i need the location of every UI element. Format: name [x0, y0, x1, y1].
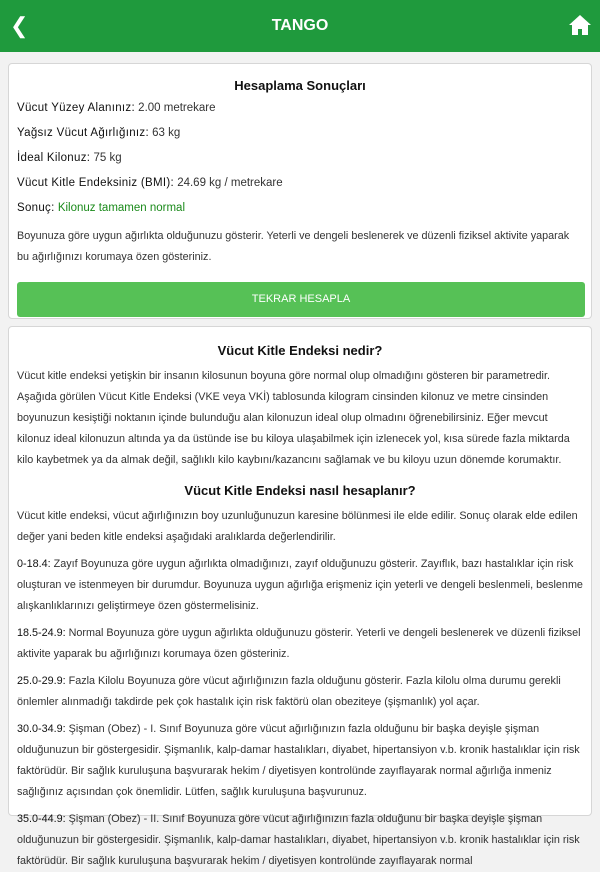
result-row-bmi: [17, 176, 583, 190]
range-label: 0-18.4:: [17, 558, 51, 570]
info-card: [8, 326, 592, 867]
bmi-range-item: [17, 554, 583, 617]
chevron-left-icon[interactable]: ❮: [10, 13, 29, 38]
range-text: Zayıf Boyunuza göre uygun ağırlıkta olmadığınızı, zayıf olduğunuzu gösterir. Zayıflık, bazı hastalıklar için risk oluşturan ve istenmeyen bir durumdur. Boyunuza uygun ağırlığa erişmeniz için yeterli ve dengeli beslenmeli, beslenme alışkanlıklarınızı geliştirmeye özen göstermelisiniz.: [17, 558, 583, 612]
info-paragraph-how: Vücut kitle endeksi, vücut ağırlığınızın boy uzunluğunuzun karesine bölünmesi ile elde edilir. Sonuç olarak elde edilen değer yani beden kitle endeksi aşağıdaki aralıklarda değerlendirilir.: [17, 510, 578, 543]
bmi-range-item: [17, 719, 583, 803]
results-card: [8, 63, 592, 319]
result-row-bsa: [17, 101, 583, 115]
range-text: Şişman (Obez) - II. Sınıf Boyunuza göre vücut ağırlığınızın fazla olduğunu bir başka deyişle şişman olduğunuzun bir göstergesidir. Şişmanlık, kalp-damar hastalıkları, diyabet, hipertansiyon v.b. kronik hastalıklar için risk faktörüdür. Bir sağlık kuruluşuna başvurarak hekim / diyetisyen kontrolünde zayıflayarak normal: [17, 813, 580, 867]
result-row-outcome: [17, 201, 583, 215]
range-label: 30.0-34.9:: [17, 723, 66, 735]
app-title: TANGO: [271, 17, 329, 34]
home-icon[interactable]: [568, 14, 592, 36]
result-description: Boyunuza göre uygun ağırlıkta olduğunuzu gösterir. Yeterli ve dengeli beslenerek ve düzenli fiziksel aktivite yaparak bu ağırlığınızı korumaya özen gösteriniz.: [17, 230, 570, 263]
row-label: Vücut Kitle Endeksiniz (BMI):: [17, 177, 174, 189]
row-label: Vücut Yüzey Alanınız:: [17, 102, 135, 114]
row-label: Yağsız Vücut Ağırlığınız:: [17, 127, 149, 139]
row-label: İdeal Kilonuz:: [17, 152, 91, 164]
range-text: Fazla Kilolu Boyunuza göre vücut ağırlığınızın fazla olduğunu gösterir. Fazla kilolu olma durumu gerekli önlemler alınmadığı takdirde pek çok hastalık için risk faktörü olan obeziteye (şişmanlık) yol açar.: [17, 675, 561, 708]
range-text: Şişman (Obez) - I. Sınıf Boyunuza göre vücut ağırlığınızın fazla olduğunu bir başka deyişle şişman olduğunuzun bir göstergesidir. Şişmanlık, kalp-damar hastalıkları, diyabet, hipertansiyon v.b. kronik hastalıklar için risk faktörüdür. Bir sağlık kuruluşuna başvurarak hekim / diyetisyen kontrolünde zayıflayarak normal ağırlığa inmeniz sağlığınız açısından çok önemlidir. Lütfen, sağlık kuruluşuna başvurunuz.: [17, 723, 580, 798]
result-row-lbm: [17, 126, 583, 140]
range-label: 35.0-44.9:: [17, 813, 66, 825]
row-value: 24.69 kg / metrekare: [177, 177, 283, 189]
bmi-range-item: [17, 809, 583, 872]
bmi-range-item: [17, 671, 583, 713]
app-header: [0, 0, 600, 52]
info-paragraph-what: Vücut kitle endeksi yetişkin bir insanın kilosunun boyuna göre normal olup olmadığını gösteren bir parametredir. Aşağıda görülen Vücut Kitle Endeksi (VKE veya VKİ) tablosunda kilogram cinsinden kilonuz ve metre cinsinden boyunuzun kesiştiği noktanın içinde bulunduğu alan kilonuzun ideal olup olmadını öğrenebilirsiniz. Eğer mevcut kilonuz ideal kilonuzun altında ya da üstünde ise bu kiloya ulaşabilmek için izlenecek yol, kısa sürede fazla miktarda kilo kaybetmek ya da almak değil, sağlıklı kilo kaybını/kazancını sağlamak ve bu kiloyu uzun dönemde korumaktır.: [17, 370, 570, 466]
bmi-range-item: [17, 623, 583, 665]
range-label: 18.5-24.9:: [17, 627, 66, 639]
info-title-how: Vücut Kitle Endeksi nasıl hesaplanır?: [184, 483, 416, 498]
range-text: Normal Boyunuza göre uygun ağırlıkta olduğunuzu gösterir. Yeterli ve dengeli beslenerek ve düzenli fiziksel aktivite yaparak bu ağırlığınızı korumaya özen gösteriniz.: [17, 627, 581, 660]
row-value: 2.00 metrekare: [138, 102, 216, 114]
row-value: 63 kg: [152, 127, 181, 139]
row-value: 75 kg: [93, 152, 122, 164]
row-label: Sonuç:: [17, 202, 55, 214]
info-title-what: Vücut Kitle Endeksi nedir?: [217, 343, 383, 358]
result-status: Kilonuz tamamen normal: [57, 202, 186, 214]
range-label: 25.0-29.9:: [17, 675, 66, 687]
results-title: Hesaplama Sonuçları: [234, 78, 366, 93]
recalculate-button[interactable]: TEKRAR HESAPLA: [17, 282, 585, 317]
result-row-ideal: [17, 151, 583, 165]
